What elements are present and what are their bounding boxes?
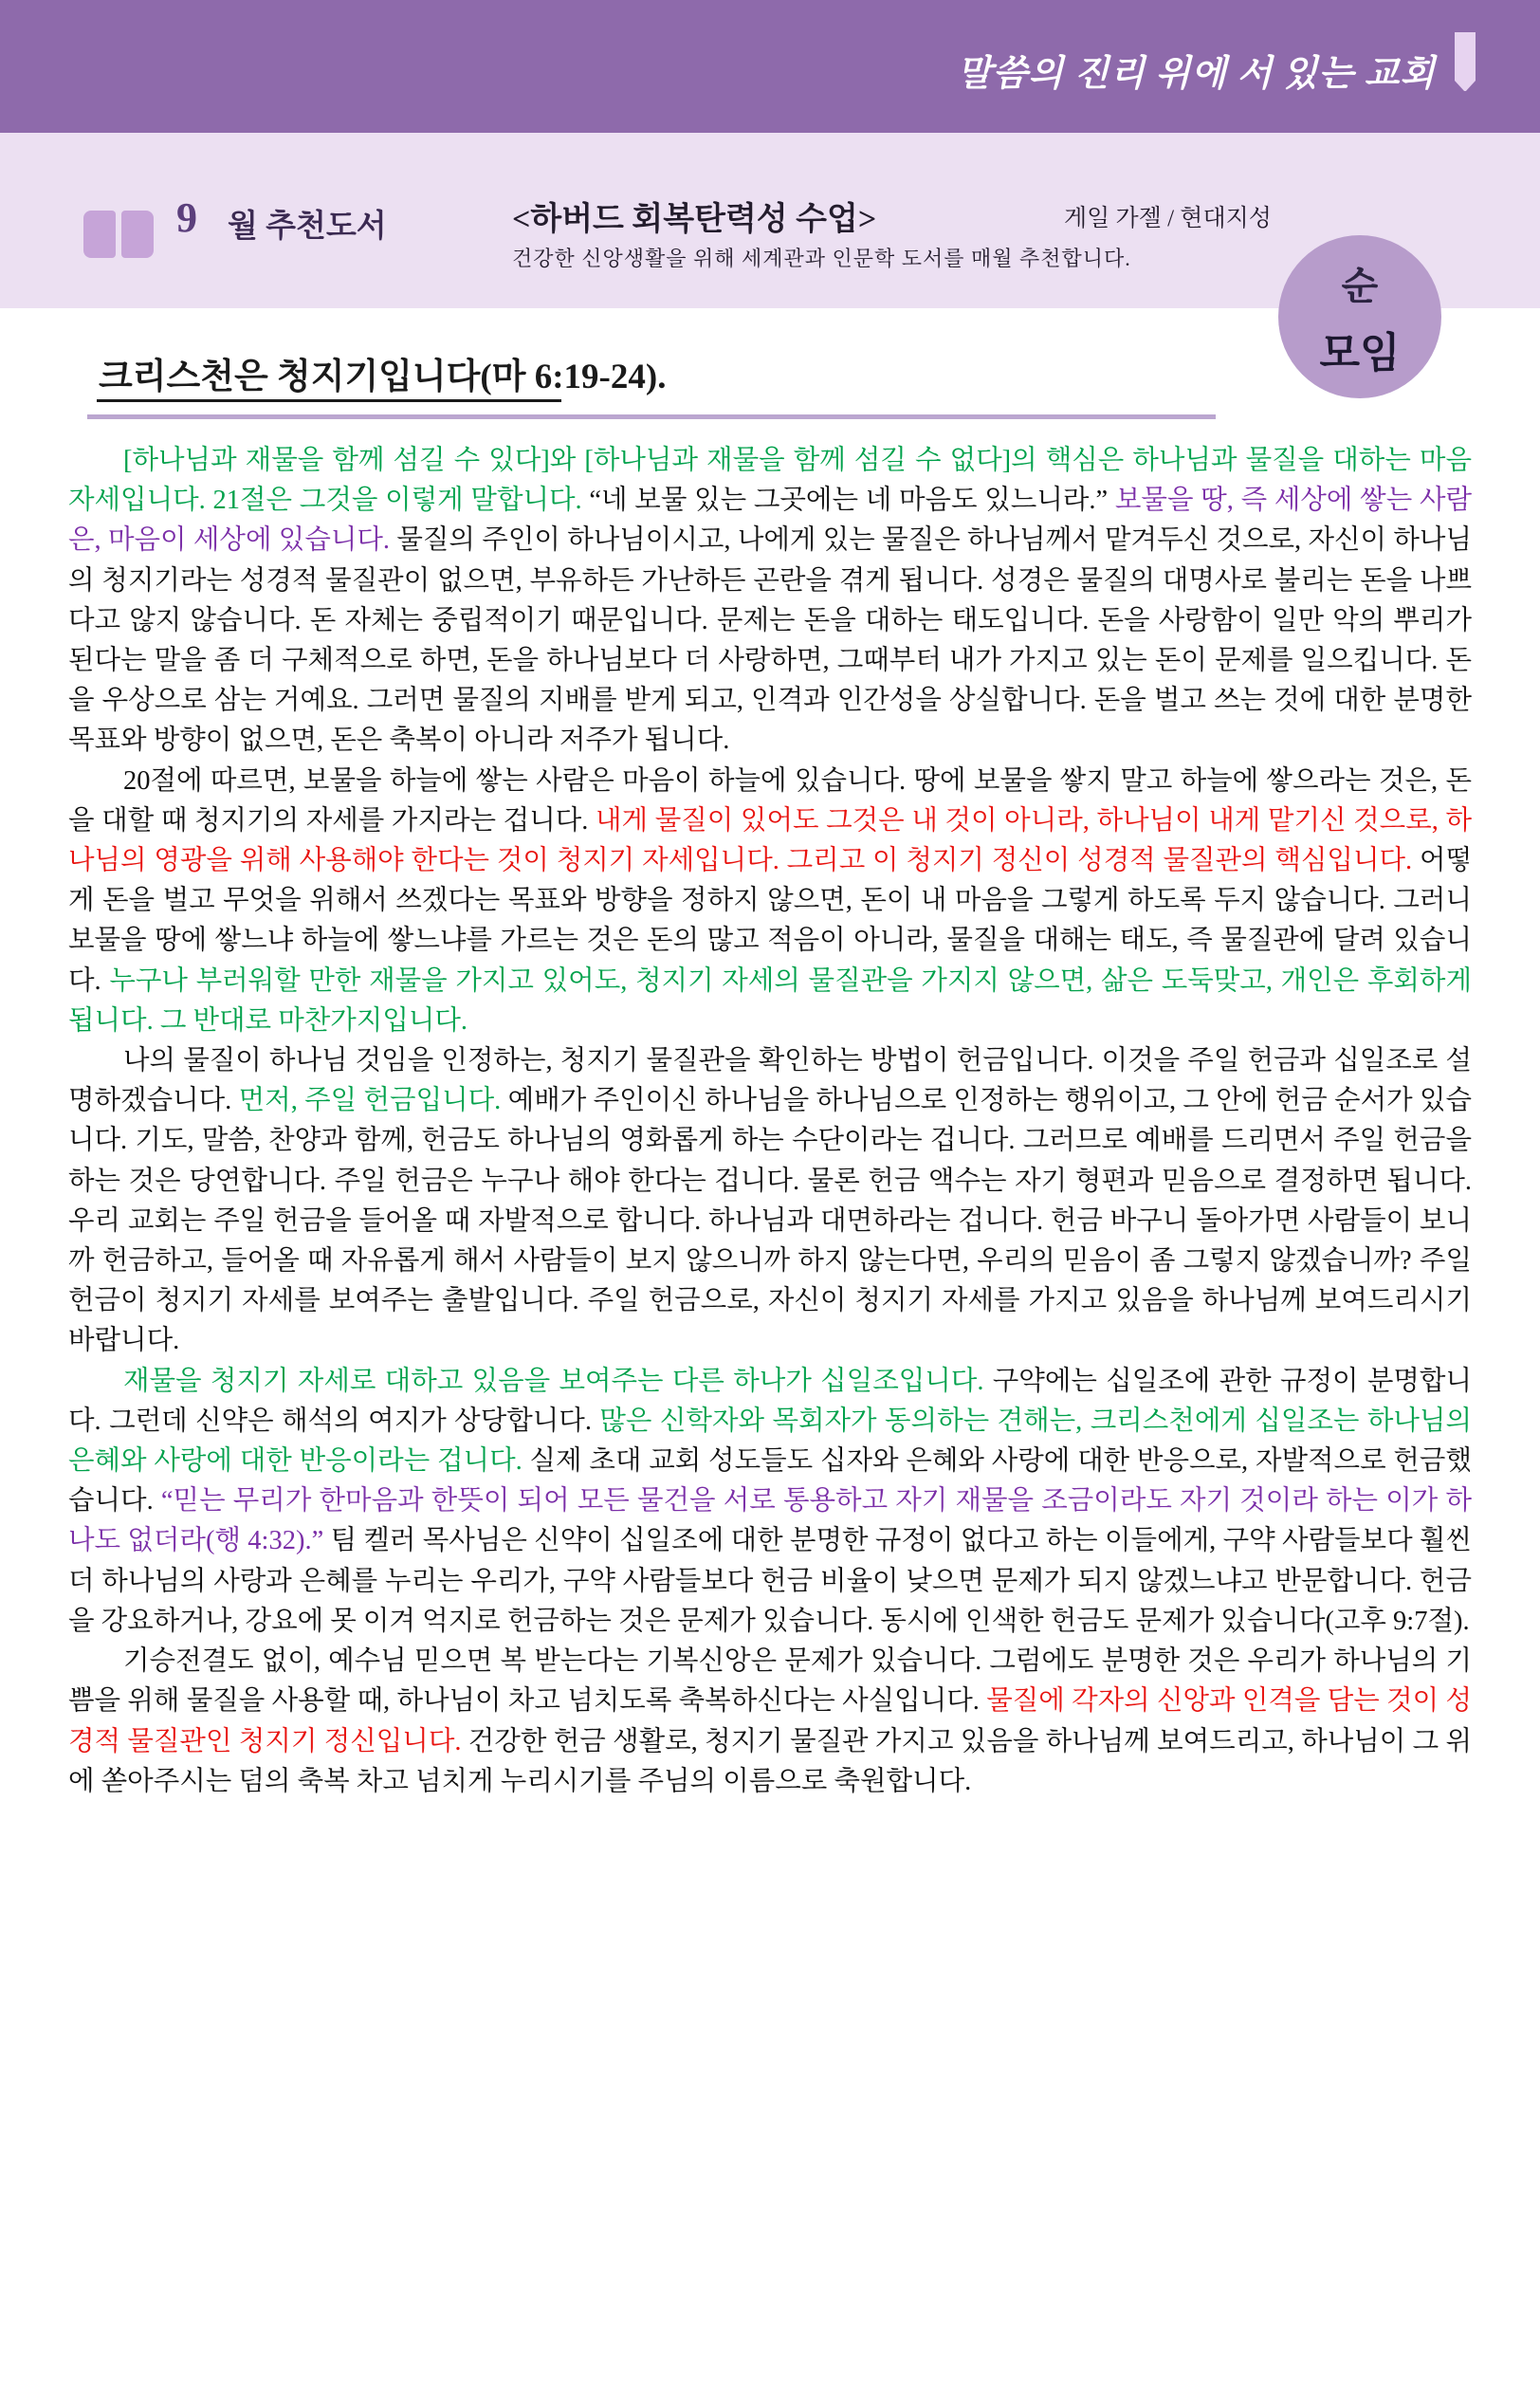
text-run: 내게 물질이 있어도 그것은 내 것이 아니라, 하나님이 내게 맡기신 것으로, 하나님의 영광을 위해 사용해야 한다는 것이 청지기 자세입니다. 그리고 이 청지기 정신이 성경적 물질관의 핵심입니다. bbox=[68, 805, 1472, 876]
recommended-book-title: <하버드 회복탄력성 수업> bbox=[512, 202, 877, 237]
text-run: 재물을 청지기 자세로 대하고 있음을 보여주는 다른 하나가 십일조입니다. bbox=[123, 1366, 993, 1396]
text-run: 물질의 주인이 하나님이시고, 나에게 있는 물질은 하나님께서 맡겨두신 것으로, 자신이 하나님의 청지기라는 성경적 물질관이 없으면, 부유하든 가난하든 곤란을 겪게 됩니다. 성경은 물질의 대명사로 불리는 돈을 나쁘다고 않지 않습니다. 돈 자체는 중립적이기 때문입니다. 문제는 돈을 대하는 태도입니다. 돈을 사랑함이 일만 악의 뿌리가 된다는 말을 좀 더 구체적으로 하면, 돈을 하나님보다 더 사랑하면, 그때부터 내가 가지고 있는 돈이 문제를 일으킵니다. 돈을 우상으로 삼는 거예요. 그러면 물질의 지배를 받게 되고, 인격과 인간성을 상실합니다. 돈을 벌고 쓰는 것에 대한 분명한 목표와 방향이 없으면, 돈은 축복이 아니라 저주가 됩니다. bbox=[68, 525, 1472, 756]
recommendation-month-number: 9 bbox=[176, 194, 197, 241]
text-run: “네 보물 있는 그곳에는 네 마음도 있느니라.” bbox=[589, 486, 1115, 516]
article-paragraph bbox=[68, 441, 1472, 762]
article-paragraph bbox=[68, 1362, 1472, 1642]
article-paragraph bbox=[68, 1041, 1472, 1362]
text-run: 팀 켈러 목사님은 신약이 십일조에 대한 분명한 규정이 없다고 하는 이들에게, 구약 사람들보다 훨씬 더 하나님의 사랑과 은혜를 누리는 우리가, 구약 사람들보다 헌금 비율이 낮으면 문제가 되지 않겠느냐고 반문합니다. 헌금을 강요하거나, 강요에 못 이겨 억지로 헌금하는 것은 문제가 있습니다. 동시에 인색한 헌금도 문제가 있습니다(고후 9:7절). bbox=[68, 1526, 1472, 1636]
text-run: 실제 초대 교회 성도들도 십자와 은혜와 사랑에 대한 반응으로, 자발적으로 헌금했습니다. bbox=[68, 1446, 1472, 1516]
text-run: 예배가 주인이신 하나님을 하나님으로 인정하는 행위이고, 그 안에 헌금 순서가 있습니다. 기도, 말씀, 찬양과 함께, 헌금도 하나님의 영화롭게 하는 수단이라는 겁니다. 그러므로 예배를 드리면서 주일 헌금을 하는 것은 당연합니다. 주일 헌금은 누구나 해야 한다는 겁니다. 물론 헌금 액수는 자기 형편과 믿음으로 결정하면 됩니다. 우리 교회는 주일 헌금을 들어올 때 자발적으로 합니다. 하나님과 대면하라는 겁니다. 헌금 바구니 돌아가면 사람들이 보니까 헌금하고, 들어올 때 자유롭게 해서 사람들이 보지 않으니까 하지 않는다면, 우리의 믿음이 좀 그렇지 않겠습니까? 주일 헌금이 청지기 자세를 보여주는 출발입니다. 주일 헌금으로, 자신이 청지기 자세를 가지고 있음을 하나님께 보여드리시기 바랍니다. bbox=[68, 1086, 1473, 1356]
headline-divider bbox=[87, 414, 1216, 419]
recommended-book-author: 게일 가젤 / 현대지성 bbox=[1064, 206, 1272, 231]
text-run: 먼저, 주일 헌금입니다. bbox=[238, 1086, 508, 1116]
recommendation-month-label: 월 추천도서 bbox=[228, 210, 387, 244]
text-run: 많은 신학자와 목회자가 동의하는 견해는, 크리스천에게 십일조는 하나님의 은혜와 사랑에 대한 반응이라는 겁니다. bbox=[68, 1406, 1473, 1477]
text-run: 누구나 부러워할 만한 재물을 가지고 있어도, 청지기 자세의 물질관을 가지지 않으면, 삶은 도둑맞고, 개인은 후회하게 됩니다. 그 반대로 마찬가지입니다. bbox=[68, 965, 1472, 1036]
text-run: [하나님과 재물을 함께 섬길 수 있다]와 [하나님과 재물을 함께 섬길 수 없다]의 핵심은 하나님과 물질을 대하는 마음 자세입니다. 21절은 그것을 이렇게 말합니다. bbox=[68, 446, 1472, 516]
text-run: 구약에는 십일조에 관한 규정이 분명합니다. 그런데 신약은 해석의 여지가 상당합니다. bbox=[68, 1366, 1472, 1436]
text-run: 건강한 헌금 생활로, 청지기 물질관 가지고 있음을 하나님께 보여드리고, 하나님이 그 위에 쏟아주시는 덤의 축복 차고 넘치게 누리시기를 주님의 이름으로 축원합니다. bbox=[68, 1726, 1473, 1796]
text-run: 나의 물질이 하나님 것임을 인정하는, 청지기 물질관을 확인하는 방법이 헌금입니다. 이것을 주일 헌금과 십일조로 설명하겠습니다. bbox=[68, 1046, 1472, 1116]
headline-underline bbox=[97, 399, 561, 402]
page-title: 크리스천은 청지기입니다(마 6:19-24). bbox=[99, 358, 667, 396]
text-run: 보물을 땅, 즉 세상에 쌓는 사람은, 마음이 세상에 있습니다. bbox=[68, 486, 1473, 556]
bookmark-icon bbox=[1455, 32, 1476, 91]
badge-line-1: 순 bbox=[1341, 265, 1379, 307]
text-run: 물질에 각자의 신앙과 인격을 담는 것이 성경적 물질관인 청지기 정신입니다. bbox=[68, 1686, 1473, 1756]
recommendation-subtitle: 건강한 신앙생활을 위해 세계관과 인문학 도서를 매월 추천합니다. bbox=[512, 247, 1131, 270]
text-run: 20절에 따르면, 보물을 하늘에 쌓는 사람은 마음이 하늘에 있습니다. 땅에 보물을 쌓지 말고 하늘에 쌓으라는 것은, 돈을 대할 때 청지기의 자세를 가지라는 겁니다. bbox=[68, 765, 1472, 836]
article-body bbox=[68, 441, 1472, 1802]
church-slogan: 말씀의 진리 위에 서 있는 교회 bbox=[957, 54, 1436, 94]
text-run: 기승전결도 없이, 예수님 믿으면 복 받는다는 기복신앙은 문제가 있습니다. 그럼에도 분명한 것은 우리가 하나님의 기쁨을 위해 물질을 사용할 때, 하나님이 차고 넘치도록 축복하신다는 사실입니다. bbox=[68, 1646, 1472, 1717]
article-paragraph bbox=[68, 762, 1472, 1041]
text-run: 어떻게 돈을 벌고 무엇을 위해서 쓰겠다는 목표와 방향을 정하지 않으면, 돈이 내 마음을 그렇게 하도록 두지 않습니다. 그러니 보물을 땅에 쌓느냐 하늘에 쌓느냐를 가르는 것은 돈의 많고 적음이 아니라, 물질을 대해는 태도, 즉 물질관에 달려 있습니다. bbox=[68, 846, 1472, 996]
top-banner bbox=[0, 0, 1540, 133]
article-paragraph bbox=[68, 1642, 1472, 1802]
status-badge bbox=[1278, 235, 1441, 398]
open-book-icon bbox=[83, 211, 154, 260]
text-run: “믿는 무리가 한마음과 한뜻이 되어 모든 물건을 서로 통용하고 자기 재물을 조금이라도 자기 것이라 하는 이가 하나도 없더라(행 4:32).” bbox=[68, 1486, 1472, 1556]
badge-line-2: 모임 bbox=[1319, 330, 1401, 377]
